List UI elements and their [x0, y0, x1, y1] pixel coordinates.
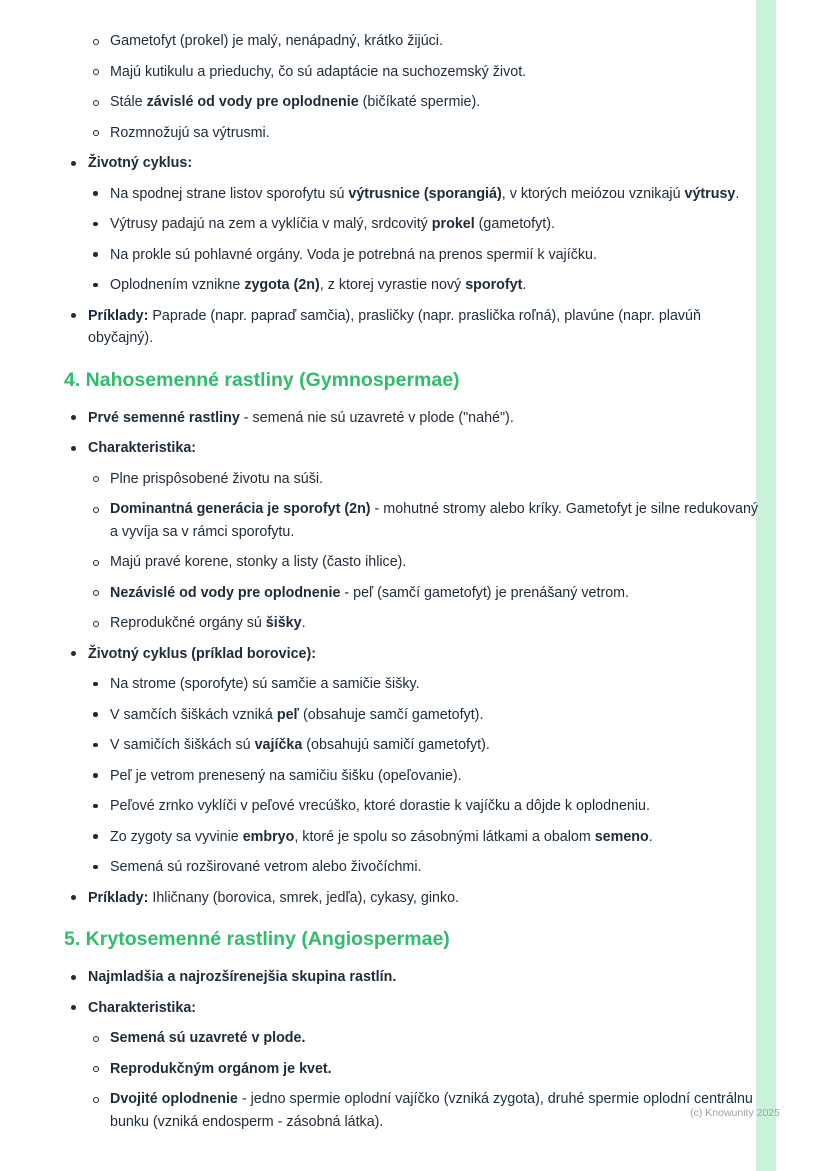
list-item-text: Na spodnej strane listov sporofytu sú výtrusnice (sporangiá), v ktorých meiózou vznikajú výtrusy.: [110, 185, 740, 202]
list-item-text: Príklady: Paprade (napr. papraď samčia), prasličky (napr. praslička roľná), plavúne (napr. plavúň obyčajný).: [88, 307, 701, 346]
list-item: [93, 856, 760, 879]
bullet-disc-icon: [71, 887, 88, 910]
list-item-text: V samičích šiškách sú vajíčka (obsahujú samičí gametofyt).: [110, 737, 490, 753]
list-item: [93, 612, 760, 635]
bullet-disc-icon: [71, 305, 88, 350]
list-item-text: Na strome (sporofyte) sú samčie a samičie šišky.: [110, 676, 420, 692]
list-item: [93, 30, 760, 53]
list-item: [93, 1088, 760, 1133]
list-item-text: Peľ je vetrom prenesený na samičiu šišku (opeľovanie).: [110, 767, 462, 784]
list-item-text: Peľové zrnko vyklíči v peľové vrecúško, ktoré dorastie k vajíčku a dôjde k oplodneniu.: [110, 798, 650, 814]
list-item-text: Reprodukčným orgánom je kvet.: [110, 1060, 332, 1077]
list-item-text: Majú pravé korene, stonky a listy (často ihlice).: [110, 554, 407, 570]
bullet-filled-icon: [93, 274, 110, 297]
list-item-text: V samčích šiškách vzniká peľ (obsahuje samčí gametofyt).: [110, 706, 484, 723]
list-item: [93, 91, 760, 114]
bullet-disc-icon: [71, 643, 88, 666]
list-item: [71, 305, 760, 350]
bullet-circle-icon: [93, 612, 110, 635]
list-item: [93, 1027, 760, 1050]
list-item: [93, 244, 760, 267]
list-item-text: Charakteristika:: [88, 999, 197, 1016]
list-item-text: Semená sú uzavreté v plode.: [110, 1030, 306, 1046]
bullet-circle-icon: [93, 1027, 110, 1050]
bullet-filled-icon: [93, 213, 110, 236]
list-item-text: Gametofyt (prokel) je malý, nenápadný, krátko žijúci.: [110, 33, 443, 49]
bullet-circle-icon: [93, 1058, 110, 1081]
list-item: [93, 274, 760, 297]
list-item-text: Životný cyklus:: [88, 155, 193, 171]
bullet-circle-icon: [93, 61, 110, 84]
list-item: [71, 152, 760, 175]
list-item-text: Prvé semenné rastliny - semená nie sú uzavreté v plode ("nahé").: [88, 409, 514, 426]
bullet-disc-icon: [71, 437, 88, 460]
list-item-text: Zo zygoty sa vyvinie embryo, ktoré je spolu so zásobnými látkami a obalom semeno.: [110, 828, 653, 845]
list-item: [93, 795, 760, 818]
bullet-filled-icon: [93, 826, 110, 849]
list-item-text: Najmladšia a najrozšírenejšia skupina rastlín.: [88, 969, 397, 985]
list-item: [71, 437, 760, 460]
list-item: [71, 966, 760, 989]
bullet-filled-icon: [93, 765, 110, 788]
bullet-circle-icon: [93, 468, 110, 491]
section-heading: 4. Nahosemenné rastliny (Gymnospermae): [64, 368, 460, 391]
list-item-text: Majú kutikulu a prieduchy, čo sú adaptácie na suchozemský život.: [110, 63, 527, 80]
bullet-filled-icon: [93, 183, 110, 206]
list-item-text: Stále závislé od vody pre oplodnenie (bičíkaté spermie).: [110, 94, 481, 110]
list-item-text: Charakteristika:: [88, 440, 197, 456]
list-item: [93, 673, 760, 696]
document-blocks: [64, 30, 760, 1141]
list-item-text: Semená sú rozširované vetrom alebo živočíchmi.: [110, 859, 422, 875]
list-item: [93, 734, 760, 757]
list-item-text: Dvojité oplodnenie - jedno spermie oplodní vajíčko (vzniká zygota), druhé spermie oplodní centrálnu bunku (vzniká endosperm - zásobná látka).: [110, 1091, 753, 1130]
bullet-circle-icon: [93, 91, 110, 114]
list-item: [93, 704, 760, 727]
bullet-circle-icon: [93, 551, 110, 574]
bullet-disc-icon: [71, 997, 88, 1020]
bullet-filled-icon: [93, 673, 110, 696]
bullet-filled-icon: [93, 244, 110, 267]
list-item: [71, 887, 760, 910]
list-item: [71, 643, 760, 666]
list-item: [93, 826, 760, 849]
list-item-text: Reprodukčné orgány sú šišky.: [110, 615, 306, 631]
list-item: [93, 122, 760, 145]
list-item: [93, 582, 760, 605]
bullet-circle-icon: [93, 30, 110, 53]
list-item: [93, 1058, 760, 1081]
list-item: [93, 551, 760, 574]
bullet-circle-icon: [93, 582, 110, 605]
list-item-text: Rozmnožujú sa výtrusmi.: [110, 124, 270, 141]
list-item: [93, 213, 760, 236]
bullet-circle-icon: [93, 1088, 110, 1133]
copyright-footer: (c) Knowunity 2025: [690, 1107, 780, 1119]
bullet-filled-icon: [93, 734, 110, 757]
list-item-text: Dominantná generácia je sporofyt (2n) - mohutné stromy alebo kríky. Gametofyt je silne redukovaný a vyvíja sa v rámci sporofytu.: [110, 501, 759, 540]
list-item: [93, 468, 760, 491]
list-item: [93, 183, 760, 206]
section-heading: 5. Krytosemenné rastliny (Angiospermae): [64, 928, 450, 950]
list-item: [93, 61, 760, 84]
list-item-text: Výtrusy padajú na zem a vyklíčia v malý, srdcovitý prokel (gametofyt).: [110, 216, 555, 232]
bullet-filled-icon: [93, 856, 110, 879]
list-item: [93, 498, 760, 543]
bullet-disc-icon: [71, 152, 88, 175]
list-item-text: Na prokle sú pohlavné orgány. Voda je potrebná na prenos spermií k vajíčku.: [110, 246, 597, 263]
bullet-circle-icon: [93, 122, 110, 145]
list-item: [71, 997, 760, 1020]
list-item-text: Oplodnením vznikne zygota (2n), z ktorej vyrastie nový sporofyt.: [110, 277, 527, 293]
bullet-disc-icon: [71, 407, 88, 430]
list-item-text: Životný cyklus (príklad borovice):: [88, 645, 317, 662]
list-item-text: Nezávislé od vody pre oplodnenie - peľ (samčí gametofyt) je prenášaný vetrom.: [110, 584, 630, 601]
bullet-circle-icon: [93, 498, 110, 543]
list-item-text: Plne prispôsobené životu na súši.: [110, 470, 323, 487]
bullet-disc-icon: [71, 966, 88, 989]
bullet-filled-icon: [93, 795, 110, 818]
list-item: [71, 407, 760, 430]
list-item: [93, 765, 760, 788]
list-item-text: Príklady: Ihličnany (borovica, smrek, jedľa), cykasy, ginko.: [88, 889, 460, 906]
bullet-filled-icon: [93, 704, 110, 727]
